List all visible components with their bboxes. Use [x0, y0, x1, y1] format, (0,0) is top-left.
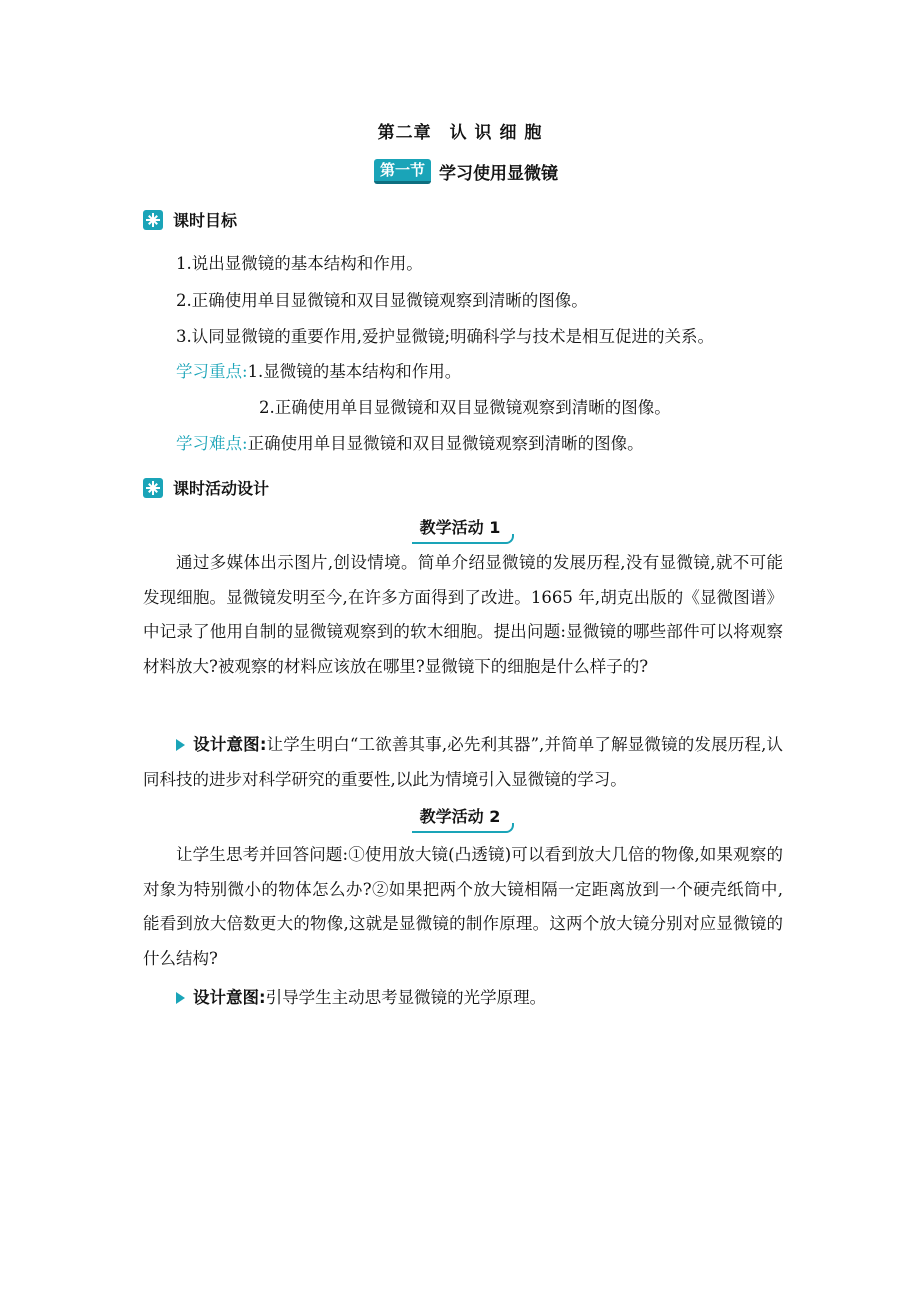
objectives-heading: [143, 208, 237, 231]
objective-item-1: 1.说出显微镜的基本结构和作用。: [176, 254, 423, 273]
activity-1-text: 通过多媒体出示图片,创设情境。简单介绍显微镜的发展历程,没有显微镜,就不可能发现细胞。显微镜发明至今,在许多方面得到了改进。1665 年,胡克出版的《显微图谱》中记录了他用自制的显微镜观察到的软木细胞。提出问题:显微镜的哪些部件可以将观察材料放大?被观察的材料应该放在哪里?显微镜下的细胞是什么样子的?: [143, 553, 783, 676]
difficulty-text: 正确使用单目显微镜和双目显微镜观察到清晰的图像。: [247, 434, 644, 453]
key-points-label: 学习重点:: [176, 362, 248, 381]
design-heading-text: 课时活动设计: [173, 479, 270, 498]
intent-label: 设计意图:: [193, 988, 266, 1007]
intent-label: 设计意图:: [193, 735, 267, 754]
activity-2-title: 教学活动 2: [0, 804, 920, 830]
key-points-line-1: [176, 362, 461, 382]
objective-item-2: 2.正确使用单目显微镜和双目显微镜观察到清晰的图像。: [176, 291, 588, 310]
snowflake-icon: [143, 478, 163, 498]
intent-text: 引导学生主动思考显微镜的光学原理。: [265, 988, 547, 1007]
activity-2-text: 让学生思考并回答问题:①使用放大镜(凸透镜)可以看到放大几倍的物像,如果观察的对象为特别微小的物体怎么办?②如果把两个放大镜相隔一定距离放到一个硬壳纸筒中,能看到放大倍数更大的物像,这就是显微镜的制作原理。这两个放大镜分别对应显微镜的什么结构?: [143, 845, 783, 968]
key-point-1: 1.显微镜的基本结构和作用。: [247, 362, 462, 381]
difficulty-line: [176, 434, 644, 454]
key-point-2: 2.正确使用单目显微镜和双目显微镜观察到清晰的图像。: [259, 398, 671, 417]
objective-item-3: 3.认同显微镜的重要作用,爱护显微镜;明确科学与技术是相互促进的关系。: [176, 327, 715, 346]
snowflake-icon: [143, 210, 163, 230]
chapter-title: 第二章 认 识 细 胞: [377, 123, 543, 143]
section-header: [374, 158, 558, 184]
activity-1-intent: [143, 728, 783, 797]
section-badge: 第一节: [374, 159, 431, 184]
design-heading: [143, 476, 269, 499]
activity-1-title: 教学活动 1: [0, 515, 920, 541]
difficulty-label: 学习难点:: [176, 434, 248, 453]
arrow-right-icon: [176, 739, 185, 751]
arrow-right-icon: [176, 992, 185, 1004]
objectives-heading-text: 课时目标: [173, 211, 238, 230]
section-title: 学习使用显微镜: [439, 163, 559, 184]
intent-text: 让学生明白“工欲善其事,必先利其器”,并简单了解显微镜的发展历程,认同科技的进步对科学研究的重要性,以此为情境引入显微镜的学习。: [143, 735, 783, 789]
activity-2-intent: [143, 981, 783, 1016]
